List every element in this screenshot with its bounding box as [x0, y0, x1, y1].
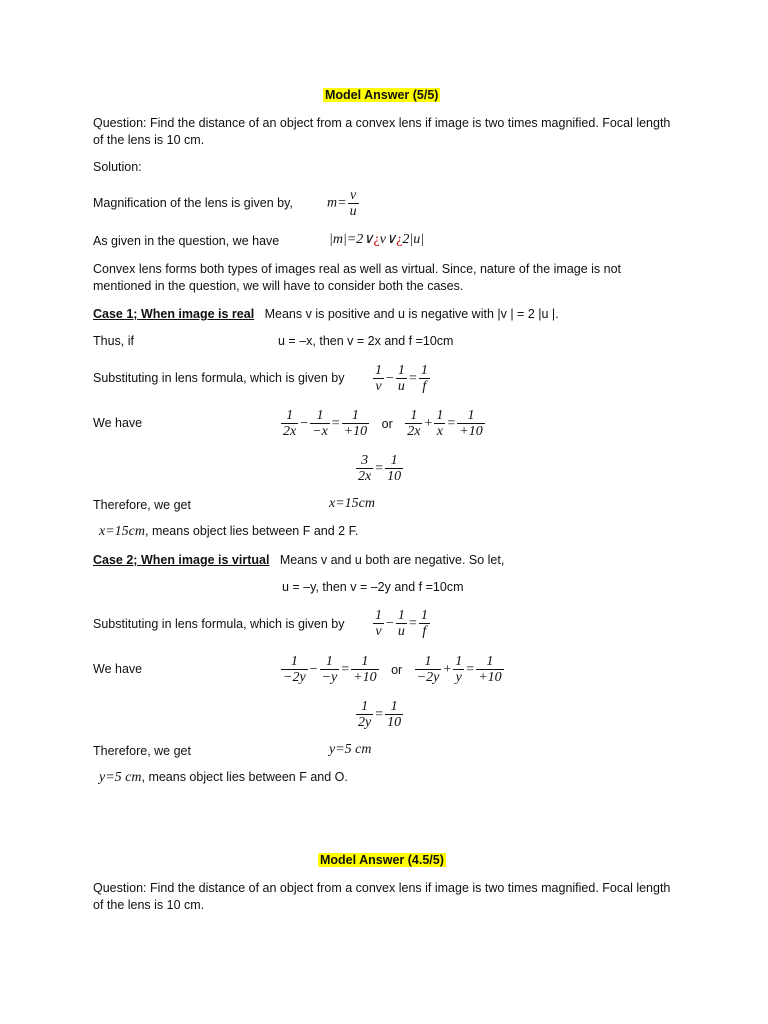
magnification-fraction: $\frac{v}{u}$ — [349, 188, 357, 219]
case1-values: u = –x, then v = 2x and f =10cm — [278, 334, 454, 348]
lens-formula-text-1: Substituting in lens formula, which is given by — [93, 371, 345, 385]
case2-line — [93, 553, 504, 567]
magnification-equation — [327, 188, 360, 219]
heading-model-answer-5 — [323, 88, 440, 102]
heading-text: Model Answer (4.5/5) — [320, 853, 444, 867]
therefore-2: Therefore, we get — [93, 744, 191, 758]
case2-equation-2: $\frac{1}{2y}$ = $\frac{1}{10}$ — [358, 699, 402, 730]
case1-line — [93, 307, 559, 321]
we-have-2: We have — [93, 662, 143, 676]
case1-result: x=15cm — [329, 496, 375, 511]
solution-label: Solution: — [93, 160, 142, 174]
case1-thus: Thus, if — [93, 334, 134, 348]
case2-desc: Means v and u both are negative. So let, — [279, 553, 505, 567]
or-label: or — [381, 416, 393, 431]
case2-conclusion: y=5 cm, means object lies between F and O. — [99, 770, 348, 785]
convex-paragraph: Convex lens forms both types of images real as well as virtual. Since, nature of the image is not mentioned in the question, we will have to consider both the cases. — [93, 262, 622, 293]
heading-model-answer-4-5 — [318, 853, 446, 867]
question-2: Question: Find the distance of an object from a convex lens if image is two times magnified. Focal length of the lens is 10 cm. — [93, 881, 671, 912]
case2-title: Case 2; When image is virtual — [93, 553, 270, 567]
case1-desc: Means v is positive and u is negative with |v | = 2 |u |. — [264, 307, 559, 321]
lens-formula-1: $\frac{1}{v}$ − $\frac{1}{u}$ = $\frac{1}{f}$ — [375, 363, 428, 394]
eq-lhs: m= — [327, 195, 347, 211]
we-have-1: We have — [93, 416, 143, 430]
heading-text: Model Answer (5/5) — [325, 88, 439, 102]
case1-equation-1: $\frac{1}{2x}$ − $\frac{1}{-x}$ = $\frac{1}{+10}$ or $\frac{1}{2x}$ + $\frac{1}{x}$ = $\frac{1}{+10}$ — [283, 408, 483, 439]
case1-equation-2: $\frac{3}{2x}$ = $\frac{1}{10}$ — [358, 453, 402, 484]
lens-formula-text-2: Substituting in lens formula, which is given by — [93, 617, 345, 631]
magnification-text: Magnification of the lens is given by, — [93, 196, 293, 210]
case2-equation-1: $\frac{1}{-2y}$ − $\frac{1}{-y}$ = $\frac{1}{+10}$ or $\frac{1}{-2y}$ + $\frac{1}{y}$ = $\frac{1}{+10}$ — [283, 654, 502, 685]
case1-conclusion: x=15cm, means object lies between F and 2 F. — [99, 524, 359, 539]
given-equation: |m|=2∨¿v∨¿2|u| — [329, 232, 425, 247]
therefore-1: Therefore, we get — [93, 498, 191, 512]
or-label: or — [391, 662, 403, 677]
case2-result: y=5 cm — [329, 742, 372, 757]
lens-formula-2: $\frac{1}{v}$ − $\frac{1}{u}$ = $\frac{1}{f}$ — [375, 608, 428, 639]
question-1: Question: Find the distance of an object from a convex lens if image is two times magnified. Focal length of the lens is 10 cm. — [93, 116, 671, 147]
given-text: As given in the question, we have — [93, 234, 280, 248]
case1-title: Case 1; When image is real — [93, 307, 255, 321]
case2-values: u = –y, then v = –2y and f =10cm — [282, 580, 464, 594]
